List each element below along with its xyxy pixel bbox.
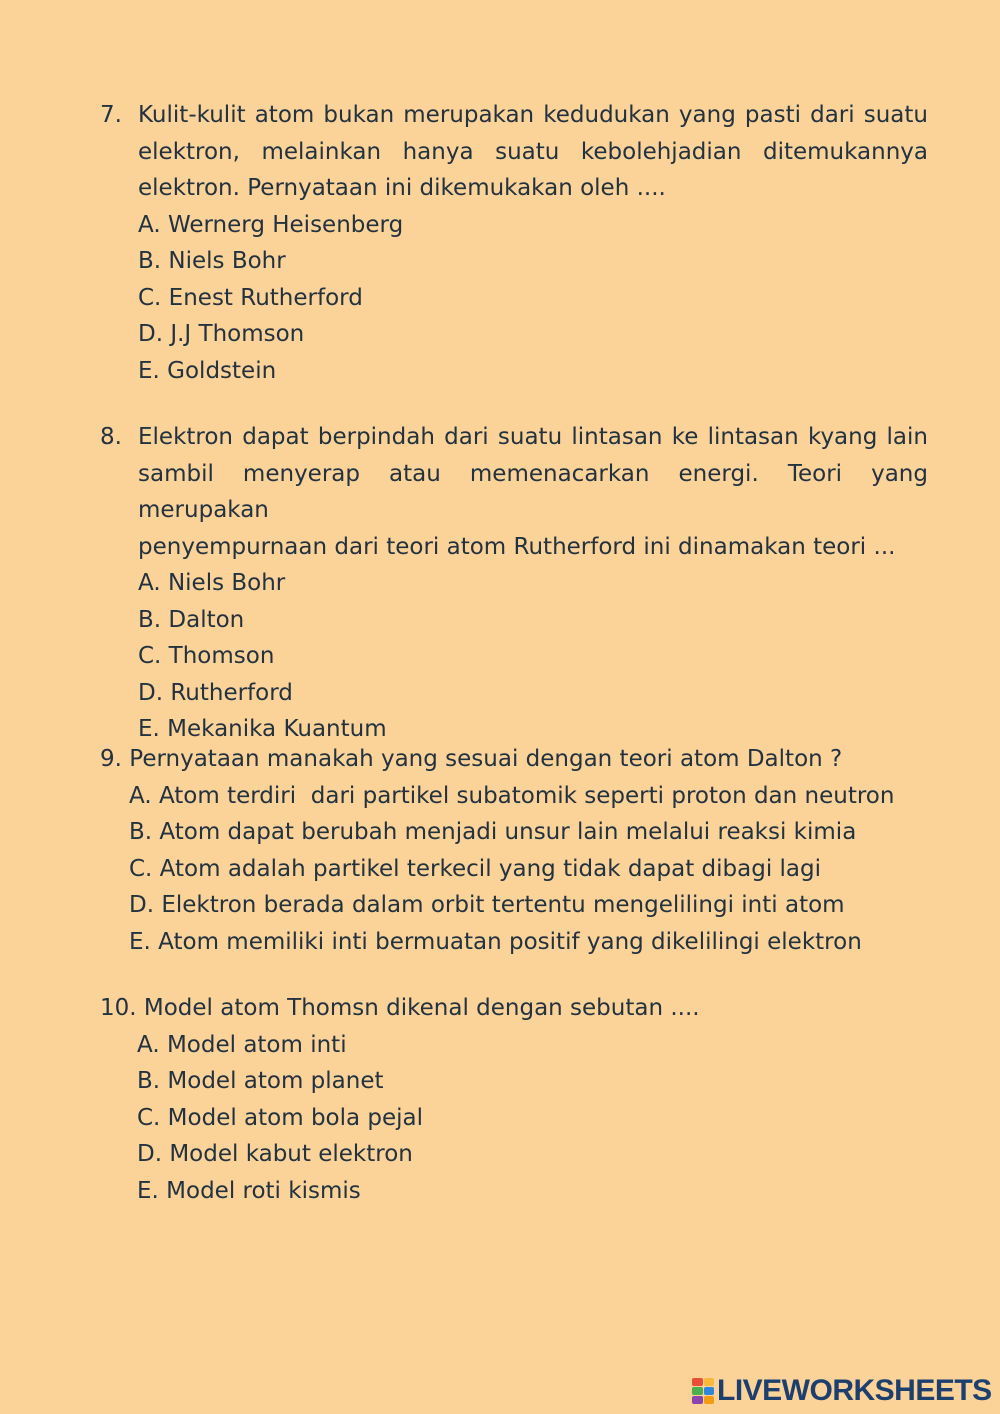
liveworksheets-logo-icon: [692, 1378, 714, 1404]
stem-line: sambil menyerap atau memenacarkan energi. Teori yang merupakan: [138, 460, 928, 523]
question-stem: Model atom Thomsn dikenal dengan sebutan ....: [143, 995, 700, 1021]
question-number: 10.: [100, 995, 137, 1021]
option-d[interactable]: D. Elektron berada dalam orbit tertentu mengelilingi inti atom: [129, 892, 845, 918]
stem-line: penyempurnaan dari teori atom Rutherford ini dinamakan teori ...: [138, 533, 896, 560]
question-stem: [138, 419, 928, 565]
option-c[interactable]: C. Atom adalah partikel terkecil yang tidak dapat dibagi lagi: [129, 855, 821, 882]
question-8: [100, 419, 928, 748]
logo-text: LIVEWORKSHEETS: [717, 1374, 992, 1407]
option-b[interactable]: B. Model atom planet: [137, 1068, 384, 1094]
option-c[interactable]: C. Model atom bola pejal: [137, 1104, 424, 1131]
option-e[interactable]: E. Mekanika Kuantum: [138, 716, 387, 742]
logo-tile: [704, 1387, 715, 1395]
question-number: 9.: [100, 746, 122, 772]
question-stem: [138, 97, 928, 207]
options-list: [138, 207, 928, 390]
stem-line: Kulit-kulit atom bukan merupakan kedudukan yang pasti dari suatu: [138, 102, 928, 128]
options-list: [138, 565, 928, 748]
stem-line: elektron, melainkan hanya suatu kebolehjadian ditemukannya: [138, 138, 928, 165]
option-b[interactable]: B. Dalton: [138, 606, 245, 633]
question-7: [100, 97, 928, 389]
option-b[interactable]: B. Niels Bohr: [138, 248, 286, 274]
stem-line: elektron. Pernyataan ini dikemukakan oleh ....: [138, 175, 666, 201]
option-c[interactable]: C. Thomson: [138, 643, 275, 669]
options-list: [129, 778, 928, 961]
option-d[interactable]: D. Rutherford: [138, 679, 293, 706]
liveworksheets-logo: [692, 1374, 992, 1408]
options-list: [137, 1027, 928, 1210]
logo-tile: [692, 1396, 703, 1404]
option-d[interactable]: D. Model kabut elektron: [137, 1141, 413, 1167]
question-number: 8.: [100, 424, 122, 450]
option-c[interactable]: C. Enest Rutherford: [138, 284, 363, 311]
question-10: [100, 990, 928, 1209]
option-b[interactable]: B. Atom dapat berubah menjadi unsur lain melalui reaksi kimia: [129, 819, 857, 845]
option-a[interactable]: A. Wernerg Heisenberg: [138, 211, 404, 238]
logo-tile: [704, 1378, 715, 1386]
logo-tile: [692, 1378, 703, 1386]
stem-line: Elektron dapat berpindah dari suatu lintasan ke lintasan kyang lain: [138, 424, 928, 450]
question-9: [100, 741, 928, 960]
logo-tile: [704, 1396, 715, 1404]
option-d[interactable]: D. J.J Thomson: [138, 321, 305, 347]
option-a[interactable]: A. Niels Bohr: [138, 570, 286, 596]
question-heading: [100, 741, 928, 778]
question-heading: [100, 990, 928, 1027]
option-e[interactable]: E. Model roti kismis: [137, 1177, 361, 1204]
option-e[interactable]: E. Goldstein: [138, 357, 277, 384]
option-e[interactable]: E. Atom memiliki inti bermuatan positif yang dikelilingi elektron: [129, 928, 862, 955]
question-number: 7.: [100, 102, 122, 128]
option-a[interactable]: A. Model atom inti: [137, 1031, 347, 1058]
question-stem: Pernyataan manakah yang sesuai dengan teori atom Dalton ?: [129, 746, 843, 772]
option-a[interactable]: A. Atom terdiri dari partikel subatomik seperti proton dan neutron: [129, 782, 895, 809]
logo-tile: [692, 1387, 703, 1395]
